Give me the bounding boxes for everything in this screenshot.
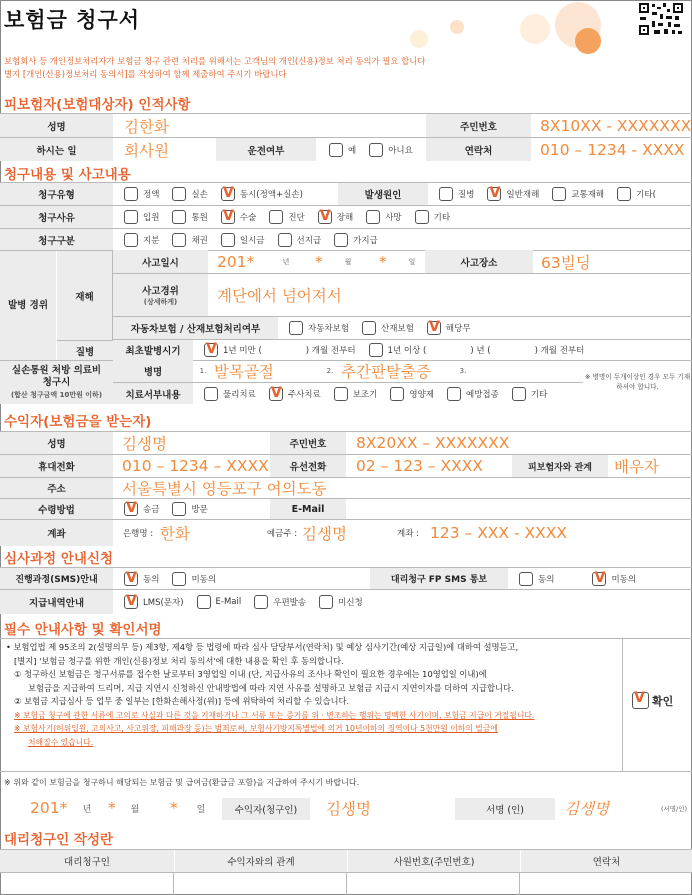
cause-general-checkbox[interactable] — [487, 187, 501, 201]
option-label: 사망 — [385, 213, 402, 223]
option-label: 보조기 — [352, 389, 378, 400]
warning-line: ※ 보험사기(허위입원, 고의사고, 사고위장, 피해과장 등)는 범죄로써, 보험사기방지특별법에 의거 10년이하의 징역이나 5천만원 이하의 벌금에 — [14, 724, 498, 733]
reason-death-checkbox[interactable] — [366, 210, 380, 224]
reason-other-checkbox[interactable] — [415, 210, 429, 224]
decor-circle — [575, 28, 601, 54]
confirm-line: • 보험업법 제 95조의 2(설명의무 등) 제3항, 제4항 등 법령에 따라 심사 담당부서(연락처) 및 예상 심사기간(예상 지급일)에 대하여 설명듣고, — [6, 642, 519, 652]
confirm-line: ① 청구하신 보험금은 청구서류를 접수한 날로부터 3영업일 이내 (단, 지급사유의 조사나 확인이 필요한 경우에는 10영업일 이내)에 — [14, 669, 487, 679]
payee-row-1 — [0, 431, 692, 454]
option-label: 선지급 — [296, 235, 322, 246]
option-label: 정액 — [143, 190, 160, 200]
signature-field[interactable]: 김생명 — [564, 800, 609, 818]
option-label: 동시(정액+실손) — [239, 190, 303, 200]
option-label: 1년 이상 ( — [387, 346, 427, 356]
num-label: 1. — [199, 367, 207, 375]
sub-label: (합산 청구금액 10만원 이하) — [10, 390, 103, 399]
cause-disease-checkbox[interactable] — [439, 187, 453, 201]
option-label: E-Mail — [215, 597, 242, 607]
kind-provisional-checkbox[interactable] — [334, 233, 348, 247]
reason-inpatient-checkbox[interactable] — [124, 210, 138, 224]
kind-share-checkbox[interactable] — [124, 233, 138, 247]
sign-day-field[interactable]: * — [170, 799, 178, 817]
diagnosis-2-field[interactable]: 추간판탈출증 — [341, 363, 431, 381]
accident-date-row — [113, 250, 692, 273]
option-label: 해당무 — [445, 324, 471, 334]
qr-code-icon — [638, 2, 684, 36]
section-review-title: 심사과정 안내신청 — [4, 551, 114, 567]
label: 청구구분 — [0, 229, 113, 250]
treat-other-checkbox[interactable] — [512, 387, 526, 401]
type-actual-checkbox[interactable] — [172, 187, 186, 201]
recv-transfer-checkbox[interactable] — [124, 502, 138, 516]
option-label: ) 년 ( — [470, 346, 491, 356]
kind-options — [113, 229, 692, 250]
sign-year-field[interactable]: 201* — [30, 799, 68, 817]
option-label: 송금 — [143, 505, 160, 515]
pay-lms-checkbox[interactable] — [124, 595, 138, 609]
pay-none-checkbox[interactable] — [319, 595, 333, 609]
payee-mobile-field[interactable]: 010 – 1234 – XXXX — [122, 457, 269, 475]
reason-diagnosis-checkbox[interactable] — [269, 210, 283, 224]
payee-relation-field[interactable]: 배우자 — [614, 458, 659, 476]
label: E-Mail — [270, 499, 346, 519]
confirm-text — [6, 641, 618, 749]
label: 재해 — [57, 251, 113, 340]
section-confirm-title: 필수 안내사항 및 확인서명 — [4, 622, 162, 638]
option-label: 미동의 — [611, 574, 637, 585]
option-label: 통원 — [191, 213, 208, 223]
payee-name-field[interactable]: 김생명 — [122, 435, 167, 453]
treat-brace-checkbox[interactable] — [334, 387, 348, 401]
notice-line: 보험회사 등 개인정보처리자가 보험금 청구 관련 처리를 위해서는 고객님의 개인(신용)정보 처리 동의가 필요 합니다 — [4, 56, 426, 66]
label: 대리청구 FP SMS 통보 — [370, 568, 508, 589]
account-holder-field[interactable]: 김생명 — [302, 525, 347, 543]
treatment-options — [193, 383, 583, 404]
auto-car-checkbox[interactable] — [289, 321, 303, 335]
kind-advance-checkbox[interactable] — [278, 233, 292, 247]
sign-payee-field[interactable]: 김생명 — [326, 800, 371, 818]
accident-detail-field[interactable]: 계단에서 넘어져서 — [217, 287, 342, 305]
onset-over-year-checkbox[interactable] — [369, 343, 383, 357]
diagnosis-row — [113, 360, 692, 391]
label: 서명 (인) — [455, 798, 555, 820]
claim-type-row — [0, 182, 692, 205]
label: 최초발병시기 — [113, 340, 193, 360]
label: 치료서부내용 — [113, 383, 193, 404]
insured-phone-field[interactable]: 010 – 1234 - XXXX — [540, 140, 685, 159]
label: 주민번호 — [426, 114, 531, 137]
onset-row — [113, 339, 692, 360]
option-label: 동의 — [143, 574, 160, 585]
label: 주민번호 — [270, 432, 346, 454]
label: 은행명 : — [122, 529, 154, 539]
pay-email-checkbox[interactable] — [197, 595, 211, 609]
label: 수령방법 — [0, 499, 113, 519]
detail-label-cell — [113, 274, 208, 316]
review-row-2 — [0, 589, 692, 614]
payee-rrn-field[interactable]: 8X20XX – XXXXXXX — [356, 434, 510, 452]
confirm-check — [632, 692, 673, 709]
option-label: 실손 — [191, 190, 208, 200]
diagnosis-note: ※ 병명이 두개이상인 경우 모두 기재하셔야 합니다. — [584, 373, 691, 391]
label: 진행과정(SMS)안내 — [0, 568, 113, 589]
reason-options — [113, 206, 692, 228]
label: 사고일시 — [113, 250, 208, 273]
option-label: 영양제 — [409, 389, 434, 400]
sms-agree-checkbox[interactable] — [124, 572, 138, 586]
warning-line: 처해질수 있습니다. — [28, 737, 94, 747]
payee-row-3 — [0, 477, 692, 498]
recv-visit-checkbox[interactable] — [172, 502, 186, 516]
sms-options — [113, 568, 370, 589]
accident-detail-row — [113, 273, 692, 316]
option-label: 지분 — [143, 235, 160, 246]
option-label: 예 — [348, 145, 357, 156]
auto-options — [278, 317, 692, 339]
insured-job-field[interactable]: 회사원 — [124, 141, 169, 160]
proxy-name-field[interactable] — [0, 873, 174, 895]
option-label: 방문 — [191, 505, 208, 515]
fp-disagree-checkbox[interactable] — [592, 572, 606, 586]
cause-traffic-checkbox[interactable] — [552, 187, 566, 201]
treatment-row — [113, 382, 583, 404]
cause-other-checkbox[interactable] — [617, 187, 631, 201]
option-label: ) 개월 전부터 — [534, 346, 585, 356]
payee-tel-field[interactable]: 02 – 123 – XXXX — [356, 457, 483, 475]
type-both-checkbox[interactable] — [221, 187, 235, 201]
label: 발병 경위 — [0, 251, 56, 360]
warning-line: ※ 보험금 청구에 관한 서류에 고의로 사실과 다른 것을 기재하거나 그 서류 또는 증거를 위 · 변조하는 행위는 명백한 사기이며, 보험금 지급이 거절됩니다. — [14, 710, 535, 720]
option-label: 일반재해 — [506, 190, 540, 200]
reason-disability-checkbox[interactable] — [318, 210, 332, 224]
payee-row-4 — [0, 498, 692, 519]
option-label: 우편발송 — [273, 598, 307, 608]
section-proxy-title: 대리청구인 작성란 — [4, 832, 114, 848]
option-label: LMS(문자) — [143, 598, 184, 608]
section-insured-title: 피보험자(보험대상자) 인적사항 — [4, 97, 191, 113]
unit-label: 일 — [408, 257, 416, 266]
kind-lump-checkbox[interactable] — [221, 233, 235, 247]
num-label: 2. — [326, 367, 334, 375]
payee-row-2 — [0, 454, 692, 477]
onset-under-year-checkbox[interactable] — [204, 343, 218, 357]
drive-yes-checkbox[interactable] — [329, 143, 343, 157]
cause-options — [428, 183, 692, 205]
label: 계좌 : — [397, 529, 419, 539]
option-label: ) 개월 전부터 — [305, 346, 356, 356]
option-label: 기타 — [530, 389, 548, 400]
accident-month-field[interactable]: * — [315, 252, 323, 271]
pay-mail-checkbox[interactable] — [254, 595, 268, 609]
divider — [622, 638, 623, 772]
option-label: 질병 — [458, 190, 475, 200]
accident-place-field[interactable]: 63빌딩 — [541, 253, 591, 272]
insured-rrn-field[interactable]: 8X10XX - XXXXXXX — [540, 116, 692, 135]
pay-notice-options — [113, 590, 692, 614]
privacy-notice — [4, 55, 604, 81]
option-label: 교통재해 — [571, 190, 605, 200]
treat-physio-checkbox[interactable] — [204, 387, 218, 401]
section-claim-title: 청구내용 및 사고내용 — [4, 167, 131, 183]
fp-agree-checkbox[interactable] — [519, 572, 533, 586]
confirm-line: 보험금을 지급하여 드리며, 지급 지연시 신청하신 안내방법에 따라 지연 사유를 설명하고 보험금 지급시 지연이자를 더하여 지급합니다. — [28, 682, 514, 693]
label: 성명 — [0, 432, 113, 454]
label: 실손통원 처방 의료비청구시 — [11, 364, 102, 388]
treat-injection-checkbox[interactable] — [269, 387, 283, 401]
type-fixed-checkbox[interactable] — [124, 187, 138, 201]
option-label: 물리치료 — [223, 389, 256, 400]
proxy-data-row — [0, 872, 692, 895]
unit-label: 월 — [130, 804, 140, 815]
fp-options — [508, 568, 692, 589]
label: 수익자(청구인) — [222, 798, 310, 820]
treat-nutrient-checkbox[interactable] — [390, 387, 404, 401]
label: 병명 — [113, 360, 193, 382]
confirm-label: 확인 — [652, 694, 674, 708]
option-label: 채권 — [191, 235, 208, 246]
drive-no-checkbox[interactable] — [369, 143, 383, 157]
section-payee-title: 수익자(보험금을 받는자) — [4, 414, 152, 430]
confirm-line: [별지] '보험금 청구를 위한 개인(신용)정보 처리 동의서'에 대한 내용을 확인 후 동의합니다. — [14, 655, 344, 666]
option-label: 자동차보험 — [308, 324, 350, 334]
insured-name-field[interactable]: 김한화 — [124, 117, 169, 136]
kind-bond-checkbox[interactable] — [172, 233, 186, 247]
label: 청구사유 — [0, 206, 113, 228]
footnote: ※ 위와 같이 보험금을 청구하니 해당되는 보험금 및 급여금(환급금 포함)을 지급하여 주시기 바랍니다. — [4, 778, 360, 787]
auto-industrial-checkbox[interactable] — [362, 321, 376, 335]
confirm-checkbox[interactable] — [632, 692, 649, 709]
option-label: 미신청 — [338, 598, 363, 608]
option-label: 주사치료 — [287, 389, 321, 400]
drive-options — [318, 138, 426, 161]
label: 청구유형 — [0, 183, 113, 205]
option-label: 산재보험 — [381, 324, 414, 334]
label: 휴대전화 — [0, 455, 113, 477]
page-title: 보험금 청구서 — [4, 8, 141, 32]
label: 발생원인 — [338, 183, 428, 205]
sign-hint: (서명/인) — [660, 804, 688, 813]
payee-row-5 — [0, 519, 692, 546]
claim-kind-row — [0, 228, 692, 250]
review-row-1 — [0, 567, 692, 589]
label: 연락처 — [426, 138, 531, 161]
proxy-header-row — [0, 849, 692, 872]
claim-type-options — [113, 183, 338, 205]
dx-section-label — [0, 361, 113, 404]
accident-year-field[interactable]: 201* — [217, 252, 255, 271]
reason-outpatient-checkbox[interactable] — [172, 210, 186, 224]
proxy-id-field[interactable] — [348, 873, 520, 895]
option-label: 입원 — [143, 213, 160, 223]
account-number-field[interactable]: 123 – XXX - XXXX — [430, 524, 567, 542]
treat-vaccine-checkbox[interactable] — [447, 387, 461, 401]
unit-label: 년 — [82, 804, 92, 815]
diagnosis-1-field[interactable]: 발목골절 — [214, 363, 274, 381]
proxy-relation-field[interactable] — [175, 873, 347, 895]
sub-label: (상세하게) — [143, 298, 178, 306]
proxy-contact-field[interactable] — [521, 873, 692, 895]
accident-day-field[interactable]: * — [379, 252, 387, 271]
proxy-col-header: 수익자와의 관계 — [175, 850, 347, 872]
option-label: 1년 미만 ( — [223, 346, 262, 356]
label: 성명 — [0, 114, 113, 137]
label: 계좌 — [0, 520, 113, 546]
option-label: 장해 — [336, 213, 354, 223]
decor-circle — [410, 30, 428, 48]
option-label: 가지급 — [353, 235, 378, 246]
option-label: 예방접종 — [466, 389, 499, 400]
label: 사고장소 — [425, 250, 533, 273]
receive-options — [113, 499, 270, 519]
signature-row — [0, 793, 692, 823]
label: 유선전화 — [270, 455, 346, 477]
label: 하시는 일 — [0, 138, 113, 161]
option-label: 동의 — [538, 574, 555, 585]
unit-label: 일 — [196, 804, 206, 815]
insured-row-1 — [0, 113, 692, 137]
unit-label: 년 — [282, 257, 290, 266]
notice-line: 별지 [개인(신용)정보처리 동의서]를 작성하여 함께 제출하여 주시기 바랍니다 — [4, 69, 287, 79]
bank-name-field[interactable]: 한화 — [160, 525, 190, 543]
auto-none-checkbox[interactable] — [427, 321, 441, 335]
auto-insurance-row — [113, 316, 692, 339]
label: 주소 — [0, 478, 113, 498]
option-label: 수술 — [239, 213, 257, 223]
confirm-line: ② 보험금 지급심사 등 업무 중 일부는 [한화손해사정(위)] 등에 위탁하여 처리할 수 있습니다. — [14, 696, 350, 706]
option-label: 기타( — [636, 190, 656, 200]
unit-label: 월 — [344, 257, 352, 266]
proxy-col-header: 사원번호(주민번호) — [348, 850, 520, 872]
decor-circle — [450, 20, 464, 34]
proxy-col-header: 대리청구인 — [0, 850, 174, 872]
onset-options — [193, 340, 692, 360]
label: 피보험자와 관계 — [512, 455, 608, 477]
label: 자동차보험 / 산재보험처리여부 — [113, 317, 278, 339]
payee-address-field[interactable]: 서울특별시 영등포구 여의도동 — [122, 480, 327, 498]
sms-disagree-checkbox[interactable] — [172, 572, 186, 586]
payee-email-field[interactable] — [352, 499, 692, 519]
option-label: 아니요 — [388, 145, 413, 156]
option-label: 기타 — [433, 213, 451, 223]
num-label: 3. — [459, 367, 467, 375]
option-label: 미동의 — [191, 574, 217, 585]
claim-reason-row — [0, 205, 692, 228]
label: 사고경위 — [142, 286, 179, 297]
reason-surgery-checkbox[interactable] — [221, 210, 235, 224]
label: 질병 — [57, 340, 113, 361]
insured-row-2 — [0, 137, 692, 161]
option-label: 일시금 — [239, 235, 265, 246]
proxy-col-header: 연락처 — [521, 850, 692, 872]
sign-month-field[interactable]: * — [108, 799, 116, 817]
option-label: 진단 — [288, 213, 305, 223]
label: 예금주 : — [266, 529, 298, 539]
decor-circle — [520, 14, 550, 44]
label: 운전여부 — [216, 138, 316, 161]
label: 지급내역안내 — [0, 590, 113, 614]
